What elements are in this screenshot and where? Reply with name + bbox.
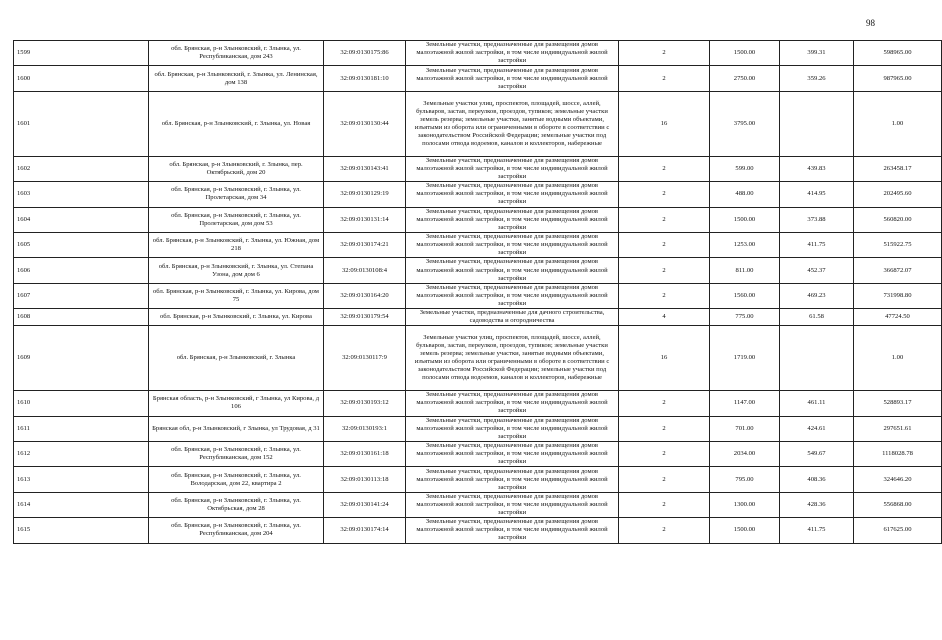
row-number-cell: 1614 xyxy=(14,492,149,517)
address-cell: обл. Брянская, р-н Злынковский, г. Злынка, ул. Республиканская, дом 152 xyxy=(149,441,324,466)
row-number-cell: 1607 xyxy=(14,283,149,308)
table-row xyxy=(14,91,942,156)
area-cell: 1719.00 xyxy=(710,326,780,391)
area-cell: 1500.00 xyxy=(710,41,780,66)
area-cell: 1253.00 xyxy=(710,232,780,257)
table-row xyxy=(14,441,942,466)
specific-value-cell: 439.83 xyxy=(780,156,854,181)
use-group-code-cell: 2 xyxy=(619,66,710,91)
specific-value-cell: 452.37 xyxy=(780,258,854,283)
land-use-cell: Земельные участки, предназначенные для размещения домов малоэтажной жилой застройки, в том числе индивидуальной жилой застройки xyxy=(406,232,619,257)
area-cell: 811.00 xyxy=(710,258,780,283)
address-cell: обл. Брянская, р-н Злынковский, г. Злынка, ул. Пролетарская, дом дом 53 xyxy=(149,207,324,232)
table-row xyxy=(14,207,942,232)
land-use-cell: Земельные участки улиц, проспектов, площадей, шоссе, аллей, бульваров, застав, переулков, проездов, тупиков; земельные участки земель резерва; земельные участки, занятые водными объектами, изъятыми из оборота или ограниченными в обороте в соответствии с законодательством Российской Федерации; земельные участки под полосами отвода водоемов, каналов и коллекторов, набережные xyxy=(406,91,619,156)
cadastral-value-cell: 617625.00 xyxy=(854,518,942,543)
land-use-cell: Земельные участки, предназначенные для размещения домов малоэтажной жилой застройки, в том числе индивидуальной жилой застройки xyxy=(406,391,619,416)
cadastral-value-cell: 1.00 xyxy=(854,326,942,391)
land-use-cell: Земельные участки, предназначенные для размещения домов малоэтажной жилой застройки, в том числе индивидуальной жилой застройки xyxy=(406,441,619,466)
address-cell: обл. Брянская, р-н Злынковский, г. Злынка, ул. Володарская, дом 22, квартира 2 xyxy=(149,467,324,492)
row-number-cell: 1602 xyxy=(14,156,149,181)
land-use-cell: Земельные участки, предназначенные для размещения домов малоэтажной жилой застройки, в том числе индивидуальной жилой застройки xyxy=(406,156,619,181)
table-row xyxy=(14,283,942,308)
cadastral-value-cell: 47724.50 xyxy=(854,309,942,326)
address-cell: обл. Брянская, р-н Злынковский, г. Злынка, ул. Пролетарская, дом 34 xyxy=(149,182,324,207)
row-number-cell: 1600 xyxy=(14,66,149,91)
address-cell: Брянская обл, р-н Злынковский, г Злынка, ул Трудовая, д 31 xyxy=(149,416,324,441)
land-use-cell: Земельные участки, предназначенные для дачного строительства, садоводства и огородничества xyxy=(406,309,619,326)
use-group-code-cell: 16 xyxy=(619,91,710,156)
area-cell: 1147.00 xyxy=(710,391,780,416)
address-cell: обл. Брянская, р-н Злынковский, г. Злынка, ул. Степана Узона, дом дом 6 xyxy=(149,258,324,283)
cadastral-value-cell: 598965.00 xyxy=(854,41,942,66)
cadastral-value-cell: 528893.17 xyxy=(854,391,942,416)
row-number-cell: 1613 xyxy=(14,467,149,492)
row-number-cell: 1609 xyxy=(14,326,149,391)
use-group-code-cell: 2 xyxy=(619,232,710,257)
table-row xyxy=(14,232,942,257)
cadastral-number-cell: 32:09:0130143:41 xyxy=(324,156,406,181)
land-use-cell: Земельные участки, предназначенные для размещения домов малоэтажной жилой застройки, в том числе индивидуальной жилой застройки xyxy=(406,66,619,91)
registry-table-body xyxy=(14,41,942,544)
land-use-cell: Земельные участки, предназначенные для размещения домов малоэтажной жилой застройки, в том числе индивидуальной жилой застройки xyxy=(406,283,619,308)
row-number-cell: 1604 xyxy=(14,207,149,232)
table-row xyxy=(14,309,942,326)
area-cell: 701.00 xyxy=(710,416,780,441)
cadastral-value-cell: 987965.00 xyxy=(854,66,942,91)
cadastral-number-cell: 32:09:0130174:14 xyxy=(324,518,406,543)
table-row xyxy=(14,182,942,207)
specific-value-cell xyxy=(780,91,854,156)
cadastral-value-cell: 560820.00 xyxy=(854,207,942,232)
specific-value-cell: 411.75 xyxy=(780,518,854,543)
use-group-code-cell: 2 xyxy=(619,182,710,207)
cadastral-value-cell: 731998.80 xyxy=(854,283,942,308)
table-row xyxy=(14,518,942,543)
address-cell: обл. Брянская, р-н Злынковский, г. Злынка, ул. Октябрьская, дом 28 xyxy=(149,492,324,517)
page-number: 98 xyxy=(866,18,875,28)
row-number-cell: 1599 xyxy=(14,41,149,66)
cadastral-number-cell: 32:09:0130141:24 xyxy=(324,492,406,517)
specific-value-cell: 461.11 xyxy=(780,391,854,416)
table-row xyxy=(14,467,942,492)
row-number-cell: 1606 xyxy=(14,258,149,283)
row-number-cell: 1611 xyxy=(14,416,149,441)
cadastral-value-cell: 515922.75 xyxy=(854,232,942,257)
area-cell: 2034.00 xyxy=(710,441,780,466)
land-use-cell: Земельные участки, предназначенные для размещения домов малоэтажной жилой застройки, в том числе индивидуальной жилой застройки xyxy=(406,416,619,441)
specific-value-cell xyxy=(780,326,854,391)
cadastral-value-cell: 202495.60 xyxy=(854,182,942,207)
use-group-code-cell: 2 xyxy=(619,492,710,517)
cadastral-number-cell: 32:09:0130175:86 xyxy=(324,41,406,66)
table-row xyxy=(14,258,942,283)
table-row xyxy=(14,156,942,181)
address-cell: обл. Брянская, р-н Злынковский, г. Злынка, пер. Октябрьский, дом 20 xyxy=(149,156,324,181)
use-group-code-cell: 2 xyxy=(619,283,710,308)
area-cell: 775.00 xyxy=(710,309,780,326)
table-row xyxy=(14,391,942,416)
row-number-cell: 1601 xyxy=(14,91,149,156)
specific-value-cell: 359.26 xyxy=(780,66,854,91)
row-number-cell: 1610 xyxy=(14,391,149,416)
cadastral-number-cell: 32:09:0130174:21 xyxy=(324,232,406,257)
use-group-code-cell: 2 xyxy=(619,467,710,492)
area-cell: 2750.00 xyxy=(710,66,780,91)
cadastral-value-cell: 324646.20 xyxy=(854,467,942,492)
specific-value-cell: 411.75 xyxy=(780,232,854,257)
address-cell: обл. Брянская, р-н Злынковский, г. Злынка, ул. Кирова xyxy=(149,309,324,326)
use-group-code-cell: 2 xyxy=(619,156,710,181)
address-cell: обл. Брянская, р-н Злынковский, г. Злынка, ул. Новая xyxy=(149,91,324,156)
land-use-cell: Земельные участки, предназначенные для размещения домов малоэтажной жилой застройки, в том числе индивидуальной жилой застройки xyxy=(406,467,619,492)
specific-value-cell: 61.58 xyxy=(780,309,854,326)
cadastral-number-cell: 32:09:0130193:12 xyxy=(324,391,406,416)
cadastral-number-cell: 32:09:0130117:9 xyxy=(324,326,406,391)
address-cell: Брянская область, р-н Злынковский, г Злынка, ул Кирова, д 106 xyxy=(149,391,324,416)
land-use-cell: Земельные участки улиц, проспектов, площадей, шоссе, аллей, бульваров, застав, переулков, проездов, тупиков; земельные участки земель резерва; земельные участки, занятые водными объектами, изъятыми из оборота или ограниченными в обороте в соответствии с законодательством Российской Федерации; земельные участки под полосами отвода водоемов, каналов и коллекторов, набережные xyxy=(406,326,619,391)
area-cell: 488.00 xyxy=(710,182,780,207)
specific-value-cell: 399.31 xyxy=(780,41,854,66)
address-cell: обл. Брянская, р-н Злынковский, г. Злынка, ул. Республиканская, дом 204 xyxy=(149,518,324,543)
use-group-code-cell: 2 xyxy=(619,416,710,441)
specific-value-cell: 414.95 xyxy=(780,182,854,207)
area-cell: 599.00 xyxy=(710,156,780,181)
area-cell: 1500.00 xyxy=(710,518,780,543)
cadastral-number-cell: 32:09:0130108:4 xyxy=(324,258,406,283)
area-cell: 1300.00 xyxy=(710,492,780,517)
specific-value-cell: 373.88 xyxy=(780,207,854,232)
cadastral-value-cell: 1.00 xyxy=(854,91,942,156)
land-use-cell: Земельные участки, предназначенные для размещения домов малоэтажной жилой застройки, в том числе индивидуальной жилой застройки xyxy=(406,41,619,66)
use-group-code-cell: 4 xyxy=(619,309,710,326)
address-cell: обл. Брянская, р-н Злынковский, г. Злынка, ул. Южная, дом 218 xyxy=(149,232,324,257)
row-number-cell: 1615 xyxy=(14,518,149,543)
row-number-cell: 1612 xyxy=(14,441,149,466)
cadastral-number-cell: 32:09:0130179:54 xyxy=(324,309,406,326)
use-group-code-cell: 16 xyxy=(619,326,710,391)
specific-value-cell: 408.36 xyxy=(780,467,854,492)
cadastral-number-cell: 32:09:0130193:1 xyxy=(324,416,406,441)
address-cell: обл. Брянская, р-н Злынковский, г. Злынка, ул. Кирова, дом 75 xyxy=(149,283,324,308)
use-group-code-cell: 2 xyxy=(619,441,710,466)
address-cell: обл. Брянская, р-н Злынковский, г. Злынка, ул. Ленинская, дом 138 xyxy=(149,66,324,91)
row-number-cell: 1603 xyxy=(14,182,149,207)
cadastral-value-cell: 297651.61 xyxy=(854,416,942,441)
area-cell: 1500.00 xyxy=(710,207,780,232)
table-row xyxy=(14,41,942,66)
table-row xyxy=(14,66,942,91)
cadastral-number-cell: 32:09:0130131:14 xyxy=(324,207,406,232)
cadastral-number-cell: 32:09:0130181:10 xyxy=(324,66,406,91)
table-row xyxy=(14,492,942,517)
cadastral-number-cell: 32:09:0130164:20 xyxy=(324,283,406,308)
cadastral-number-cell: 32:09:0130161:18 xyxy=(324,441,406,466)
cadastral-value-cell: 366872.07 xyxy=(854,258,942,283)
area-cell: 3795.00 xyxy=(710,91,780,156)
use-group-code-cell: 2 xyxy=(619,518,710,543)
use-group-code-cell: 2 xyxy=(619,207,710,232)
use-group-code-cell: 2 xyxy=(619,41,710,66)
cadastral-value-cell: 263458.17 xyxy=(854,156,942,181)
area-cell: 1560.00 xyxy=(710,283,780,308)
land-use-cell: Земельные участки, предназначенные для размещения домов малоэтажной жилой застройки, в том числе индивидуальной жилой застройки xyxy=(406,518,619,543)
specific-value-cell: 424.61 xyxy=(780,416,854,441)
area-cell: 795.00 xyxy=(710,467,780,492)
cadastral-number-cell: 32:09:0130129:19 xyxy=(324,182,406,207)
land-use-cell: Земельные участки, предназначенные для размещения домов малоэтажной жилой застройки, в том числе индивидуальной жилой застройки xyxy=(406,182,619,207)
specific-value-cell: 549.67 xyxy=(780,441,854,466)
address-cell: обл. Брянская, р-н Злынковский, г. Злынка, ул. Республиканская, дом 243 xyxy=(149,41,324,66)
cadastral-number-cell: 32:09:0130130:44 xyxy=(324,91,406,156)
land-use-cell: Земельные участки, предназначенные для размещения домов малоэтажной жилой застройки, в том числе индивидуальной жилой застройки xyxy=(406,492,619,517)
table-row xyxy=(14,326,942,391)
cadastral-value-cell: 556868.00 xyxy=(854,492,942,517)
use-group-code-cell: 2 xyxy=(619,391,710,416)
table-row xyxy=(14,416,942,441)
cadastral-number-cell: 32:09:0130113:18 xyxy=(324,467,406,492)
land-use-cell: Земельные участки, предназначенные для размещения домов малоэтажной жилой застройки, в том числе индивидуальной жилой застройки xyxy=(406,207,619,232)
land-use-cell: Земельные участки, предназначенные для размещения домов малоэтажной жилой застройки, в том числе индивидуальной жилой застройки xyxy=(406,258,619,283)
registry-table xyxy=(13,40,942,544)
use-group-code-cell: 2 xyxy=(619,258,710,283)
cadastral-value-cell: 1118028.78 xyxy=(854,441,942,466)
specific-value-cell: 469.23 xyxy=(780,283,854,308)
row-number-cell: 1605 xyxy=(14,232,149,257)
address-cell: обл. Брянская, р-н Злынковский, г. Злынка xyxy=(149,326,324,391)
row-number-cell: 1608 xyxy=(14,309,149,326)
specific-value-cell: 428.36 xyxy=(780,492,854,517)
